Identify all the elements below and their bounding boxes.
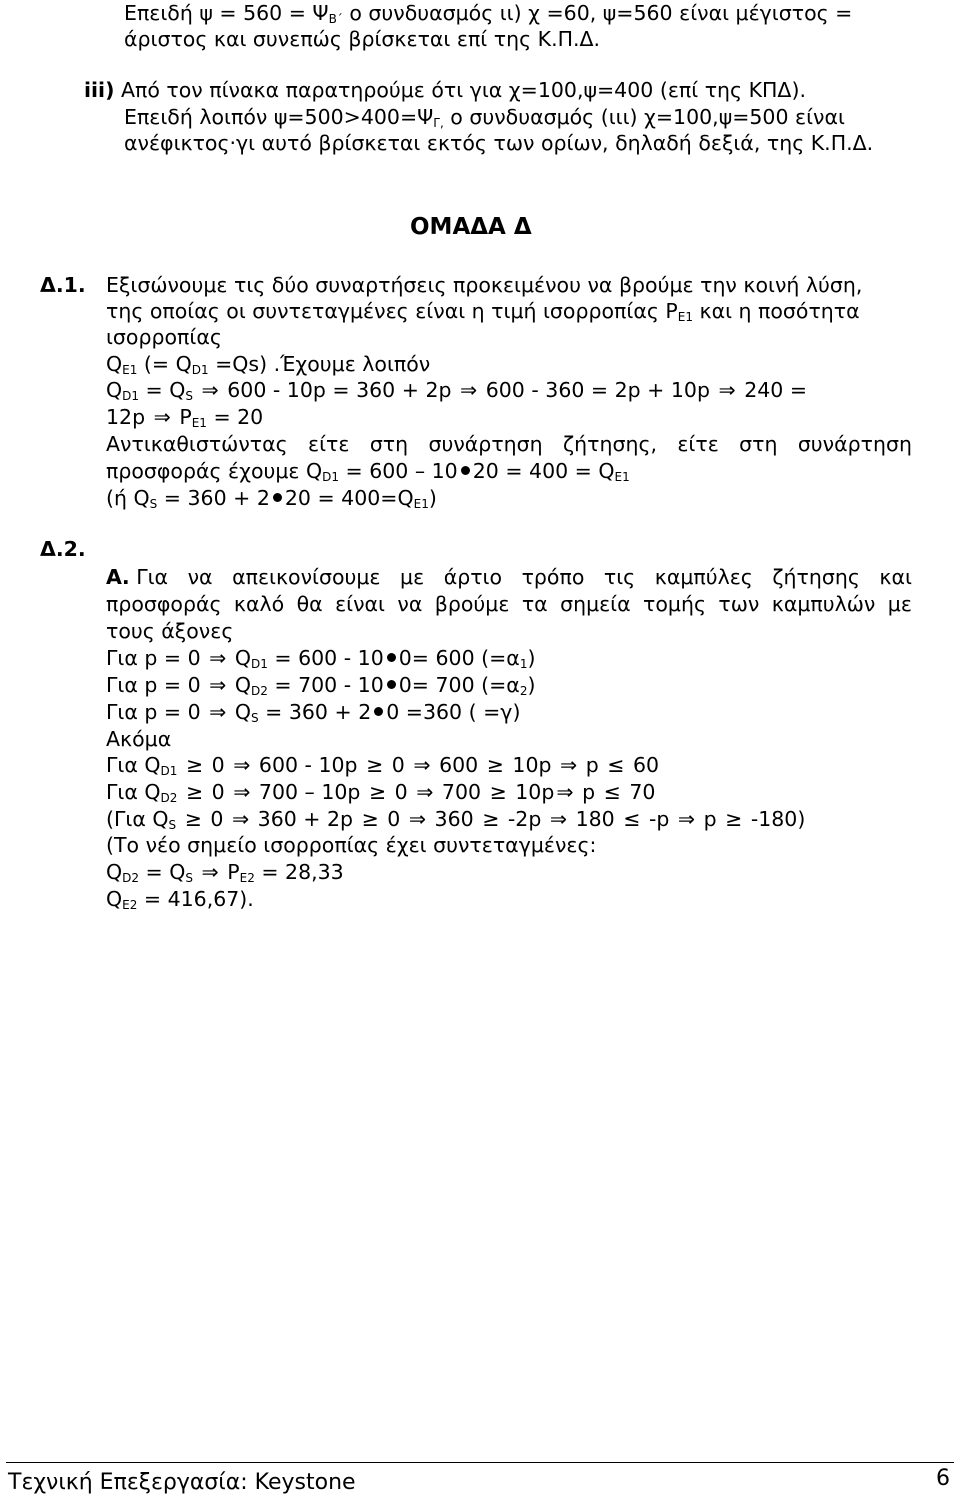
d2-new-eq: (Το νέο σημείο ισορροπίας έχει συντεταγμένες: xyxy=(106,833,597,857)
d1-line-7: Αντικαθιστώντας είτε στη συνάρτηση ζήτησης, είτε στη συνάρτηση xyxy=(106,432,912,456)
geq-icon: ≥ xyxy=(361,807,379,831)
d1-line-8: προσφοράς έχουμε $Q_{D1} = 600 - 10$ $20 = 400 = Q_{E1}$ xyxy=(106,459,630,484)
intro-line-5: ανέφικτος·γι αυτό βρίσκεται εκτός των ορίων, δηλαδή δεξιά, της Κ.Π.Δ. xyxy=(124,131,874,155)
geq-icon: ≥ xyxy=(486,753,504,777)
intro-line-4: Επειδή λοιπόν $\psi=500>400=\Psi_{\Gamma,}$ ο συνδυασμός (ιιι) χ=100,ψ=500 είναι xyxy=(124,105,845,130)
implies-icon: ⇒ xyxy=(209,673,227,697)
implies-icon: ⇒ xyxy=(560,753,578,777)
implies-icon: ⇒ xyxy=(233,780,251,804)
leq-icon: ≤ xyxy=(607,753,625,777)
geq-icon: ≥ xyxy=(489,780,507,804)
bullet-dot-icon xyxy=(374,707,383,716)
leq-icon: ≤ xyxy=(623,807,641,831)
d2-line-1: Α. Για να απεικονίσουμε με άρτιο τρόπο τις καμπύλες ζήτησης και xyxy=(106,565,912,589)
implies-icon: ⇒ xyxy=(153,405,171,429)
d1-line-4: $Q_{E1}$ (= $Q_{D1} =Qs$) .Έχουμε λοιπόν xyxy=(106,352,431,377)
geq-icon: ≥ xyxy=(366,753,384,777)
d2-row-7: $Q_{D2} = Q_S$ ⇒ $P_{E2} = 28,33$ xyxy=(106,860,344,885)
d2-row-5: Για $Q_{D2} \ge 0$ ⇒ 700 – 10p ≥ 0 ⇒ 700 ≥ 10p⇒ p ≤ 70 xyxy=(106,780,656,805)
implies-icon: ⇒ xyxy=(718,378,736,402)
implies-icon: ⇒ xyxy=(201,860,219,884)
d1-line-2: της οποίας οι συντεταγμένες είναι η τιμή ισορροπίας $P_{E1}$ και η ποσότητα xyxy=(106,299,860,324)
implies-icon: ⇒ xyxy=(231,807,250,831)
implies-icon: ⇒ xyxy=(233,753,251,777)
bullet-dot-icon xyxy=(461,466,470,475)
geq-icon: ≥ xyxy=(185,753,204,777)
geq-icon: ≥ xyxy=(725,807,743,831)
implies-icon: ⇒ xyxy=(460,378,478,402)
d2-row-2: Για p = 0 ⇒ $Q_{D2} = 700 - 10$ 0= 700 $(=\alpha_2)$ xyxy=(106,673,536,698)
implies-icon: ⇒ xyxy=(416,780,434,804)
d1-line-3: ισορροπίας xyxy=(106,325,222,349)
d1-label: Δ.1. xyxy=(40,273,86,297)
d2-line-2: προσφοράς καλό θα είναι να βρούμε τα σημεία τομής των καμπυλών με xyxy=(106,592,912,616)
implies-icon: ⇒ xyxy=(556,780,574,804)
intro-line-iii: iii) Από τον πίνακα παρατηρούμε ότι για χ=100,ψ=400 (επί της ΚΠΔ). xyxy=(84,78,806,102)
geq-icon: ≥ xyxy=(184,807,202,831)
d2-row-8: $Q_{E2} = 416,67$). xyxy=(106,887,254,912)
footer-credit: Τεχνική Επεξεργασία: Keystone xyxy=(8,1470,356,1495)
implies-icon: ⇒ xyxy=(209,646,227,670)
d1-line-9: (ή $Q_S = 360 + 2$ $20 = 400=Q_{E1}$) xyxy=(106,486,437,511)
d2-row-4: Για $Q_{D1} \ge 0$ ⇒ 600 - 10p ≥ 0 ⇒ 600 ≥ 10p ⇒ p ≤ 60 xyxy=(106,753,660,778)
d2-row-3: Για p = 0 ⇒ $Q_S = 360 + 2$ 0 =360 ( =γ) xyxy=(106,700,521,725)
intro-line-2: άριστος και συνεπώς βρίσκεται επί της Κ.Π.Δ. xyxy=(124,27,601,51)
implies-icon: ⇒ xyxy=(677,807,696,831)
implies-icon: ⇒ xyxy=(201,378,219,402)
geq-icon: ≥ xyxy=(185,780,204,804)
group-title: ΟΜΑΔΑ Δ xyxy=(410,214,532,240)
geq-icon: ≥ xyxy=(482,807,500,831)
d2-row-1: Για p = 0 ⇒ $Q_{D1} = 600 - 10$ 0= 600 $(=\alpha_1)$ xyxy=(106,646,536,671)
d2-more: Ακόμα xyxy=(106,727,172,751)
d2-label: Δ.2. xyxy=(40,537,86,561)
d1-line-6: 12p ⇒ $P_{E1} = 20$ xyxy=(106,405,264,430)
d2-row-6: (Για $Q_S \ge 0$ ⇒ 360 + 2p ≥ 0 ⇒ 360 ≥ -2p ⇒ 180 ≤ -p ⇒ p ≥ -180) xyxy=(106,807,806,832)
bullet-dot-icon xyxy=(387,680,396,689)
implies-icon: ⇒ xyxy=(549,807,568,831)
implies-icon: ⇒ xyxy=(209,700,227,724)
d1-line-1: Εξισώνουμε τις δύο συναρτήσεις προκειμένου να βρούμε την κοινή λύση, xyxy=(106,273,863,297)
footer-rule xyxy=(6,1462,954,1463)
implies-icon: ⇒ xyxy=(408,807,427,831)
implies-icon: ⇒ xyxy=(413,753,431,777)
d2-line-3: τους άξονες xyxy=(106,619,234,643)
intro-line-1: Επειδή $\psi = 560 = \Psi_{B΄}$ ο συνδυασμός ιι) χ =60, ψ=560 είναι μέγιστος = xyxy=(124,1,853,26)
bullet-dot-icon xyxy=(273,493,282,502)
leq-icon: ≤ xyxy=(603,780,621,804)
bullet-dot-icon xyxy=(387,653,396,662)
d1-line-5: $Q_{D1} = Q_S$ ⇒ 600 - 10p = 360 + 2p ⇒ 600 - 360 = 2p + 10p ⇒ 240 = xyxy=(106,378,808,403)
geq-icon: ≥ xyxy=(368,780,387,804)
page-number: 6 xyxy=(936,1466,950,1491)
